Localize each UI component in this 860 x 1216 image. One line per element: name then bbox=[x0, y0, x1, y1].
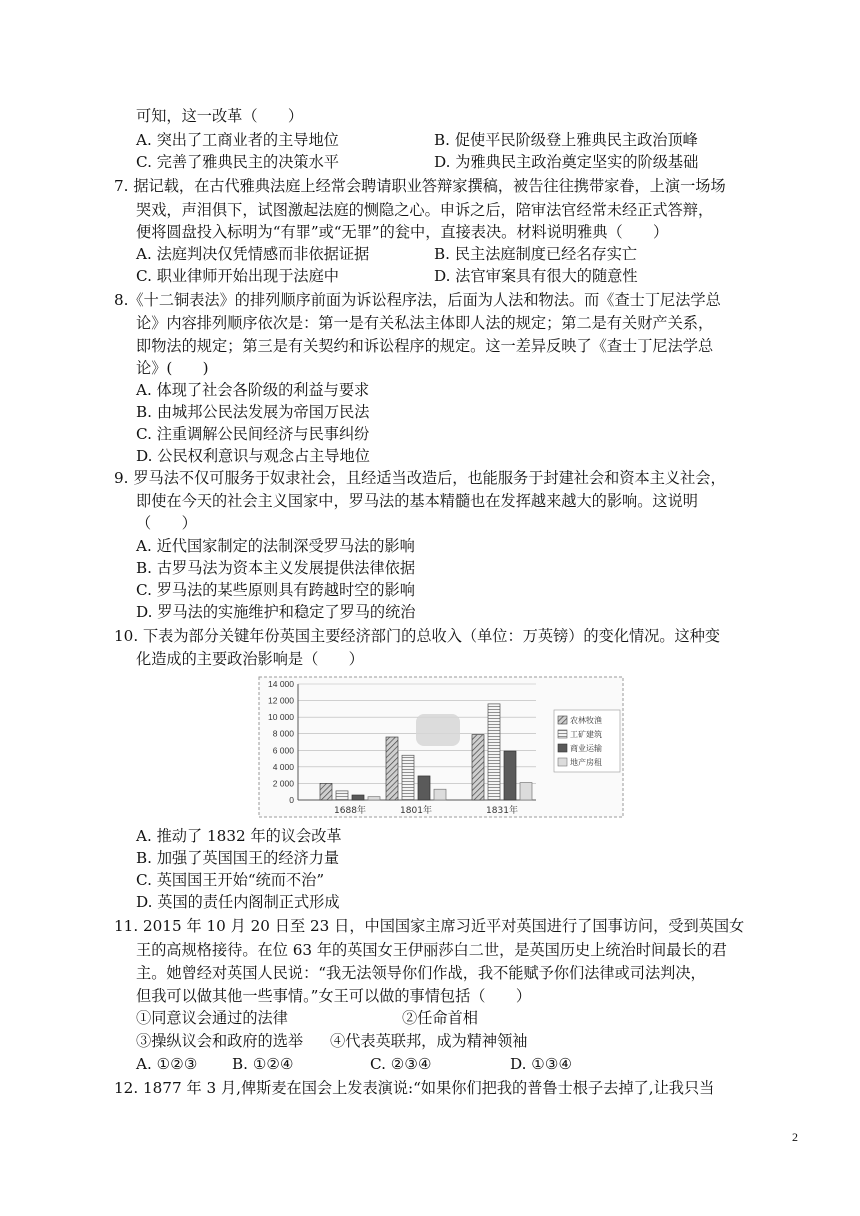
q8-line2: 论》内容排列顺序依次是：第一是有关私法主体即人法的规定；第二是有关财产关系， bbox=[136, 314, 714, 332]
legend-swatch bbox=[558, 744, 567, 752]
q11-line1: 11. 2015 年 10 月 20 日至 23 日，中国国家主席习近平对英国进行了国事访问，受到英国女 bbox=[114, 917, 745, 935]
chart-x-labels bbox=[334, 804, 518, 816]
q10-option-a: A. 推动了 1832 年的议会改革 bbox=[136, 827, 342, 845]
q9-line1: 9. 罗马法不仅可服务于奴隶社会，且经适当改造后，也能服务于封建社会和资本主义社会， bbox=[114, 469, 726, 487]
y-tick-label: 10 000 bbox=[268, 712, 294, 723]
blurred-patch bbox=[416, 714, 460, 746]
q8-line1: 8.《十二铜表法》的排列顺序前面为诉讼程序法，后面为人法和物法。而《查士丁尼法学总 bbox=[114, 291, 721, 309]
q8-line3: 即物法的规定；第三是有关契约和诉讼程序的规定。这一差异反映了《查士丁尼法学总 bbox=[136, 337, 714, 355]
q7-option-c: C. 职业律师开始出现于法庭中 bbox=[136, 267, 339, 285]
bar bbox=[336, 791, 348, 800]
q7-option-b: B. 民主法庭制度已经名存实亡 bbox=[434, 245, 638, 263]
y-tick-label: 12 000 bbox=[268, 695, 294, 706]
q11-option-a: A. ①②③ bbox=[136, 1055, 198, 1073]
q8-option-d: D. 公民权利意识与观念占主导地位 bbox=[136, 447, 370, 465]
q10-option-b: B. 加强了英国国王的经济力量 bbox=[136, 849, 340, 867]
q10-option-d: D. 英国的责任内阁制正式形成 bbox=[136, 893, 340, 911]
q9-option-d: D. 罗马法的实施维护和稳定了罗马的统治 bbox=[136, 603, 416, 621]
q9-line3: （ ） bbox=[136, 514, 197, 532]
legend-label: 商业运输 bbox=[570, 744, 602, 753]
q6-option-c: C. 完善了雅典民主的决策水平 bbox=[136, 153, 339, 171]
x-tick-label: 1688年 bbox=[334, 806, 366, 816]
bar bbox=[504, 751, 516, 800]
bar bbox=[472, 735, 484, 800]
q7-line1: 7. 据记载，在古代雅典法庭上经常会聘请职业答辩家撰稿，被告往往携带家眷，上演一场场 bbox=[114, 177, 726, 195]
y-tick-label: 14 000 bbox=[268, 679, 294, 689]
bar bbox=[434, 789, 446, 800]
q12-line1: 12. 1877 年 3 月,俾斯麦在国会上发表演说:“如果你们把我的普鲁士根子去掉了,让我只当 bbox=[114, 1079, 715, 1097]
q9-option-c: C. 罗马法的某些原则具有跨越时空的影响 bbox=[136, 581, 415, 599]
q11-option-d: D. ①③④ bbox=[510, 1055, 573, 1073]
q11-line2: 王的高规格接待。在位 63 年的英国女王伊丽莎白二世，是英国历史上统治时间最长的君 bbox=[136, 941, 727, 959]
q11-line4: 但我可以做其他一些事情。”女王可以做的事情包括（ ） bbox=[136, 987, 532, 1005]
bar bbox=[320, 783, 332, 800]
q8-option-c: C. 注重调解公民间经济与民事纠纷 bbox=[136, 425, 370, 443]
legend-swatch bbox=[558, 716, 567, 724]
q11-line3: 主。她曾经对英国人民说：“我无法领导你们作战，我不能赋予你们法律或司法判决， bbox=[136, 964, 706, 982]
q11-option-c: C. ②③④ bbox=[370, 1055, 432, 1073]
x-tick-label: 1831年 bbox=[486, 806, 518, 816]
q6-option-a: A. 突出了工商业者的主导地位 bbox=[136, 131, 339, 149]
q6-tail: 可知，这一改革（ ） bbox=[136, 107, 304, 125]
legend-swatch bbox=[558, 730, 567, 738]
q11-option-b: B. ①②④ bbox=[232, 1055, 294, 1073]
q11-item-1: ①同意议会通过的法律 bbox=[136, 1009, 288, 1027]
bar bbox=[520, 783, 532, 800]
chart-legend bbox=[554, 710, 620, 772]
bar bbox=[402, 755, 414, 800]
q11-item-4: ④代表英联邦，成为精神领袖 bbox=[330, 1032, 528, 1050]
bar bbox=[352, 795, 364, 800]
bar bbox=[386, 737, 398, 800]
q9-option-b: B. 古罗马法为资本主义发展提供法律依据 bbox=[136, 559, 416, 577]
bar bbox=[488, 704, 500, 800]
q11-item-3: ③操纵议会和政府的选举 bbox=[136, 1032, 304, 1050]
y-tick-label: 6 000 bbox=[272, 745, 294, 756]
legend-label: 农林牧渔 bbox=[570, 716, 602, 725]
q10-line1: 10. 下表为部分关键年份英国主要经济部门的总收入（单位：万英镑）的变化情况。这种变 bbox=[114, 627, 721, 645]
y-tick-label: 0 bbox=[289, 795, 294, 805]
x-tick-label: 1801年 bbox=[400, 806, 432, 816]
q9-line2: 即使在今天的社会主义国家中，罗马法的基本精髓也在发挥越来越大的影响。这说明 bbox=[136, 492, 698, 510]
legend-swatch bbox=[558, 758, 567, 766]
y-tick-label: 2 000 bbox=[272, 778, 294, 789]
q10-line2: 化造成的主要政治影响是（ ） bbox=[136, 650, 364, 668]
legend-label: 地产房租 bbox=[570, 758, 602, 767]
y-tick-label: 4 000 bbox=[272, 761, 294, 772]
q7-line3: 便将圆盘投入标明为“有罪”或“无罪”的瓮中，直接表决。材料说明雅典（ ） bbox=[136, 223, 669, 241]
income-bar-chart bbox=[258, 676, 624, 818]
q8-option-b: B. 由城邦公民法发展为帝国万民法 bbox=[136, 403, 370, 421]
q9-option-a: A. 近代国家制定的法制深受罗马法的影响 bbox=[136, 537, 415, 555]
bar bbox=[418, 776, 430, 800]
q7-option-a: A. 法庭判决仅凭情感而非依据证据 bbox=[136, 245, 370, 263]
y-tick-label: 8 000 bbox=[272, 728, 294, 739]
q8-option-a: A. 体现了社会各阶级的利益与要求 bbox=[136, 381, 370, 399]
q6-option-d: D. 为雅典民主政治奠定坚实的阶级基础 bbox=[434, 153, 699, 171]
q6-option-b: B. 促使平民阶级登上雅典民主政治顶峰 bbox=[434, 131, 698, 149]
q7-option-d: D. 法官审案具有很大的随意性 bbox=[434, 267, 638, 285]
page-number: 2 bbox=[792, 1130, 798, 1144]
legend-label: 工矿建筑 bbox=[570, 730, 602, 739]
q7-line2: 哭戏，声泪俱下，试图激起法庭的恻隐之心。申诉之后，陪审法官经常未经正式答辩， bbox=[136, 201, 714, 219]
q10-option-c: C. 英国国王开始“统而不治” bbox=[136, 871, 325, 889]
q11-item-2: ②任命首相 bbox=[402, 1009, 478, 1027]
q8-line4: 论》( ) bbox=[136, 359, 209, 377]
bar bbox=[368, 797, 380, 800]
